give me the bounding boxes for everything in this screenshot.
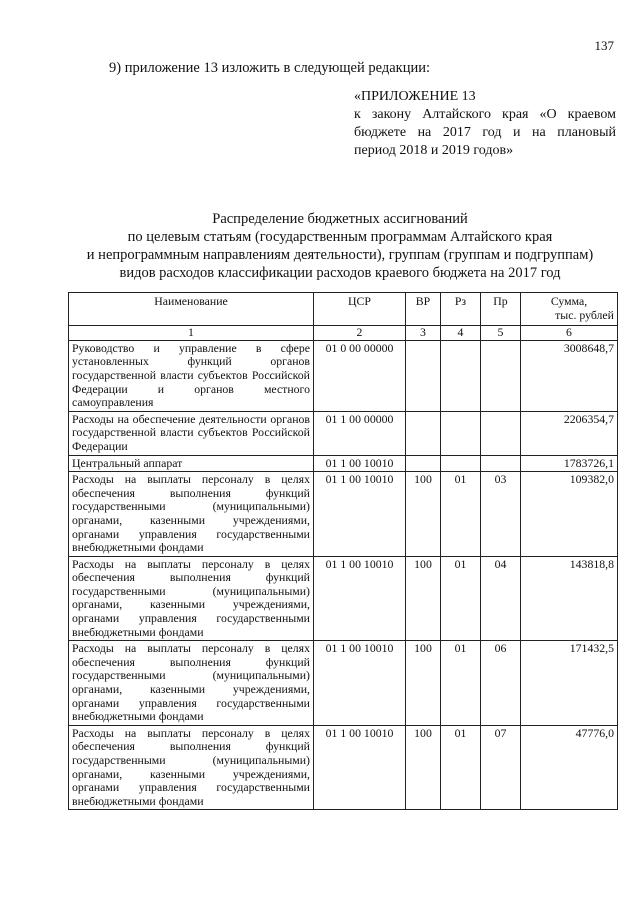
row-sum: 109382,0 — [521, 472, 618, 557]
row-name: Расходы на обеспечение деятельности органов государственной власти субъектов Российской Федерации — [69, 411, 314, 455]
header-rz: Рз — [441, 293, 481, 326]
row-csr: 01 1 00 10010 — [314, 455, 406, 472]
table-row — [69, 411, 618, 455]
row-sum: 1783726,1 — [521, 455, 618, 472]
budget-table — [68, 292, 618, 810]
row-vr — [406, 340, 441, 411]
row-vr: 100 — [406, 725, 441, 810]
header-vr: ВР — [406, 293, 441, 326]
appendix-title: «ПРИЛОЖЕНИЕ 13 — [354, 89, 476, 104]
appendix-line: бюджете на 2017 год и на плановый — [354, 125, 616, 140]
header-pr: Пр — [481, 293, 521, 326]
row-rz — [441, 455, 481, 472]
row-sum: 47776,0 — [521, 725, 618, 810]
column-number-row — [69, 326, 618, 341]
row-rz: 01 — [441, 725, 481, 810]
row-pr — [481, 340, 521, 411]
row-vr: 100 — [406, 472, 441, 557]
table-header-row — [69, 293, 618, 326]
row-rz — [441, 340, 481, 411]
row-rz: 01 — [441, 641, 481, 726]
header-sum-line2: тыс. рублей — [555, 307, 614, 322]
heading-line: и непрограммным направлениям деятельности), группам (группам и подгруппам) — [86, 247, 594, 263]
column-number: 2 — [314, 326, 406, 341]
row-vr — [406, 455, 441, 472]
row-vr: 100 — [406, 641, 441, 726]
row-name: Расходы на выплаты персоналу в целях обеспечения выполнения функций государственными (муниципальными) органами, казенными учреждениями, органами управления государственными внебюджетными фондами — [69, 641, 314, 726]
row-sum: 3008648,7 — [521, 340, 618, 411]
row-pr — [481, 411, 521, 455]
header-csr: ЦСР — [314, 293, 406, 326]
header-sum-line1: Сумма, — [550, 294, 588, 308]
row-csr: 01 0 00 00000 — [314, 340, 406, 411]
column-number: 5 — [481, 326, 521, 341]
table-row — [69, 641, 618, 726]
row-csr: 01 1 00 10010 — [314, 725, 406, 810]
row-csr: 01 1 00 10010 — [314, 641, 406, 726]
column-number: 6 — [521, 326, 618, 341]
appendix-line: к закону Алтайского края «О краевом — [354, 107, 616, 122]
heading-line: видов расходов классификации расходов краевого бюджета на 2017 год — [119, 265, 561, 281]
heading-line: Распределение бюджетных ассигнований — [212, 211, 468, 227]
column-number: 4 — [441, 326, 481, 341]
header-name: Наименование — [69, 293, 314, 326]
table-row — [69, 725, 618, 810]
header-sum — [521, 293, 618, 326]
row-pr: 04 — [481, 556, 521, 641]
row-rz — [441, 411, 481, 455]
table-row — [69, 455, 618, 472]
intro-paragraph: 9) приложение 13 изложить в следующей редакции: — [109, 60, 431, 76]
row-pr: 03 — [481, 472, 521, 557]
row-sum: 2206354,7 — [521, 411, 618, 455]
table-row — [69, 340, 618, 411]
row-name: Расходы на выплаты персоналу в целях обеспечения выполнения функций государственными (муниципальными) органами, казенными учреждениями, органами управления государственными внебюджетными фондами — [69, 472, 314, 557]
appendix-caption — [354, 88, 616, 160]
appendix-line: период 2018 и 2019 годов» — [354, 143, 514, 158]
document-heading — [60, 210, 620, 282]
row-sum: 143818,8 — [521, 556, 618, 641]
column-number: 1 — [69, 326, 314, 341]
row-sum: 171432,5 — [521, 641, 618, 726]
row-pr: 06 — [481, 641, 521, 726]
row-pr — [481, 455, 521, 472]
column-number: 3 — [406, 326, 441, 341]
row-rz: 01 — [441, 556, 481, 641]
row-name: Расходы на выплаты персоналу в целях обеспечения выполнения функций государственными (муниципальными) органами, казенными учреждениями, органами управления государственными внебюджетными фондами — [69, 556, 314, 641]
heading-line: по целевым статьям (государственным программам Алтайского края — [127, 229, 553, 245]
page-number: 137 — [594, 38, 614, 53]
row-csr: 01 1 00 10010 — [314, 556, 406, 641]
row-name: Центральный аппарат — [69, 455, 314, 472]
row-csr: 01 1 00 00000 — [314, 411, 406, 455]
table-row — [69, 472, 618, 557]
row-vr — [406, 411, 441, 455]
row-rz: 01 — [441, 472, 481, 557]
row-name: Руководство и управление в сфере установленных функций органов государственной власти субъектов Российской Федерации и органов местного самоуправления — [69, 340, 314, 411]
row-csr: 01 1 00 10010 — [314, 472, 406, 557]
row-pr: 07 — [481, 725, 521, 810]
table-row — [69, 556, 618, 641]
row-name: Расходы на выплаты персоналу в целях обеспечения выполнения функций государственными (муниципальными) органами, казенными учреждениями, органами управления государственными внебюджетными фондами — [69, 725, 314, 810]
row-vr: 100 — [406, 556, 441, 641]
